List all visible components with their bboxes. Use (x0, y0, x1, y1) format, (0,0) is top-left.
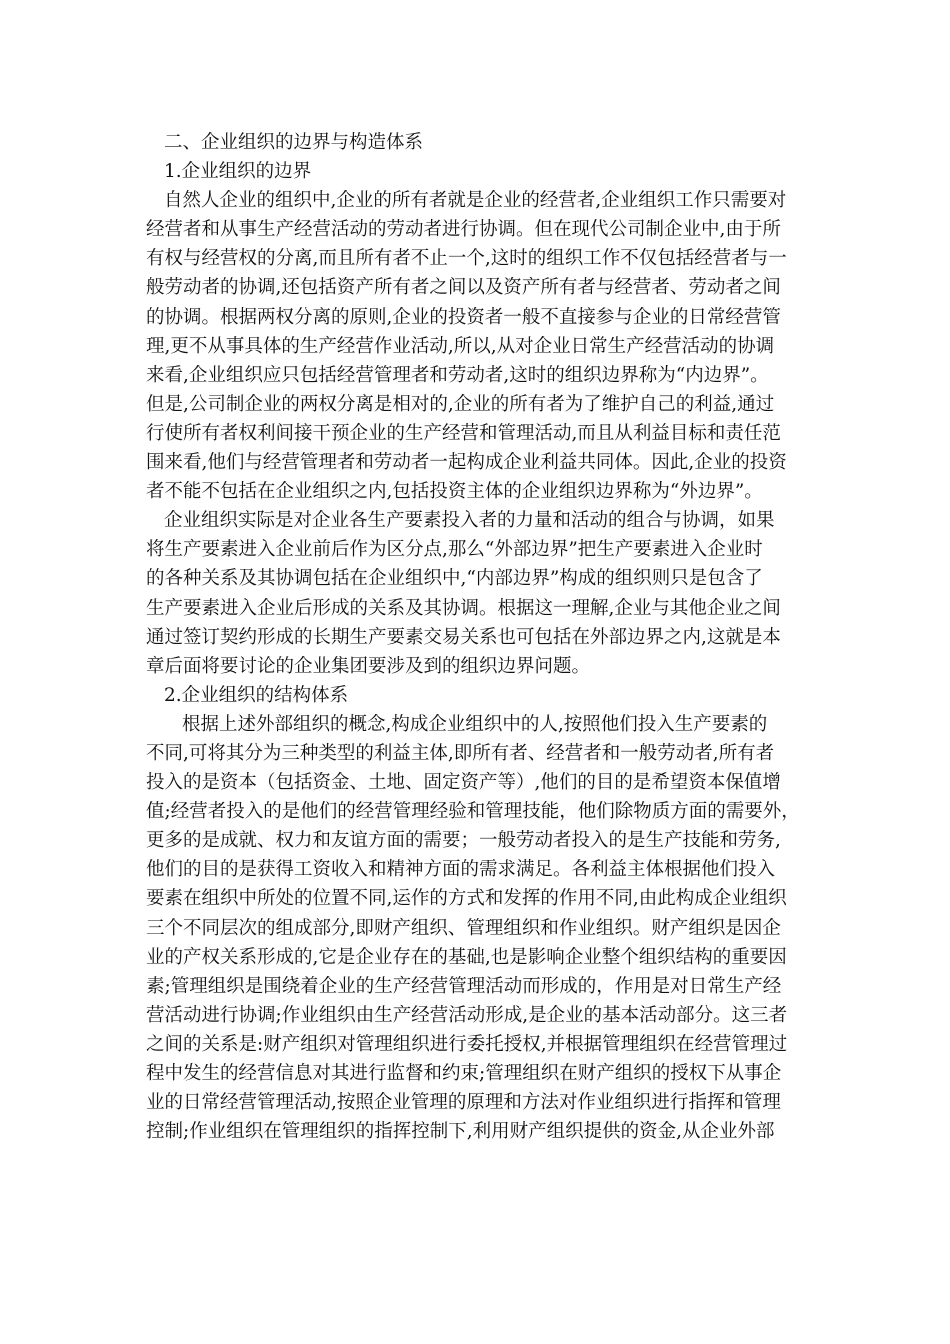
paragraph-line: 但是,公司制企业的两权分离是相对的,企业的所有者为了维护自己的利益,通过 (146, 393, 775, 415)
paragraph-line: 三个不同层次的组成部分,即财产组织、管理组织和作业组织。财产组织是因企 (146, 917, 781, 939)
paragraph-line: 行使所有者权利间接干预企业的生产经营和管理活动,而且从利益目标和责任范 (146, 422, 781, 444)
paragraph-line: 自然人企业的组织中,企业的所有者就是企业的经营者,企业组织工作只需要对 (164, 190, 787, 212)
paragraph-boundary-definition (146, 186, 812, 506)
document-body (146, 128, 812, 1146)
paragraph-line: 根据上述外部组织的概念,构成企业组织中的人,按照他们投入生产要素的 (182, 713, 768, 735)
paragraph-line: 通过签订契约形成的长期生产要素交易关系也可包括在外部边界之内,这就是本 (146, 626, 781, 648)
paragraph-line: 不同,可将其分为三种类型的利益主体,即所有者、经营者和一般劳动者,所有者 (146, 742, 775, 764)
subsection-title-boundary: 1.企业组织的边界 (164, 161, 312, 183)
paragraph-boundary-factors (146, 506, 812, 681)
paragraph-line: 生产要素进入企业后形成的关系及其协调。根据这一理解,企业与其他企业之间 (146, 597, 781, 619)
paragraph-line: 控制;作业组织在管理组织的指挥控制下,利用财产组织提供的资金,从企业外部 (146, 1121, 775, 1143)
paragraph-line: 经营者和从事生产经营活动的劳动者进行协调。但在现代公司制企业中,由于所 (146, 219, 781, 241)
paragraph-line: 有权与经营权的分离,而且所有者不止一个,这时的组织工作不仅包括经营者与一 (146, 248, 787, 270)
paragraph-line: 值;经营者投入的是他们的经营管理经验和管理技能，他们除物质方面的需要外， (146, 801, 800, 823)
paragraph-line: 理,更不从事具体的生产经营作业活动,所以,从对企业日常生产经营活动的协调 (146, 335, 775, 357)
paragraph-line: 者不能不包括在企业组织之内,包括投资主体的企业组织边界称为“外边界”。 (146, 481, 763, 503)
paragraph-line: 企业组织实际是对企业各生产要素投入者的力量和活动的组合与协调，如果 (164, 510, 775, 532)
paragraph-line: 要素在组织中所处的位置不同,运作的方式和发挥的作用不同,由此构成企业组织 (146, 888, 787, 910)
paragraph-structure-system (146, 710, 812, 1146)
paragraph-line: 的协调。根据两权分离的原则,企业的投资者一般不直接参与企业的日常经营管 (146, 306, 781, 328)
paragraph-line: 围来看,他们与经营管理者和劳动者一起构成企业利益共同体。因此,企业的投资 (146, 452, 787, 474)
paragraph-line: 章后面将要讨论的企业集团要涉及到的组织边界问题。 (146, 655, 591, 677)
paragraph-line: 将生产要素进入企业前后作为区分点,那么“外部边界”把生产要素进入企业时 (146, 539, 763, 561)
paragraph-line: 般劳动者的协调,还包括资产所有者之间以及资产所有者与经营者、劳动者之间 (146, 277, 781, 299)
paragraph-line: 程中发生的经营信息对其进行监督和约束;管理组织在财产组织的授权下从事企 (146, 1063, 782, 1084)
paragraph-line: 他们的目的是获得工资收入和精神方面的需求满足。各利益主体根据他们投入 (146, 859, 776, 881)
paragraph-line: 业的日常经营管理活动,按照企业管理的原理和方法对作业组织进行指挥和管理 (146, 1092, 781, 1114)
subsection-title-structure: 2.企业组织的结构体系 (164, 684, 349, 706)
paragraph-line: 之间的关系是:财产组织对管理组织进行委托授权,并根据管理组织在经营管理过 (146, 1033, 788, 1055)
paragraph-line: 的各种关系及其协调包括在企业组织中,“内部边界”构成的组织则只是包含了 (146, 568, 763, 590)
paragraph-line: 来看,企业组织应只包括经营管理者和劳动者,这时的组织边界称为“内边界”。 (146, 364, 769, 386)
paragraph-line: 业的产权关系形成的,它是企业存在的基础,也是影响企业整个组织结构的重要因 (146, 946, 787, 968)
paragraph-line: 投入的是资本（包括资金、土地、固定资产等）,他们的目的是希望资本保值增 (146, 772, 781, 794)
paragraph-line: 营活动进行协调;作业组织由生产经营活动形成,是企业的基本活动部分。这三者 (146, 1004, 788, 1026)
section-title: 二、企业组织的边界与构造体系 (164, 132, 424, 153)
paragraph-line: 更多的是成就、权力和友谊方面的需要；一般劳动者投入的是生产技能和劳务, (146, 830, 781, 852)
paragraph-line: 素;管理组织是围绕着企业的生产经营管理活动而形成的，作用是对日常生产经 (146, 975, 782, 997)
